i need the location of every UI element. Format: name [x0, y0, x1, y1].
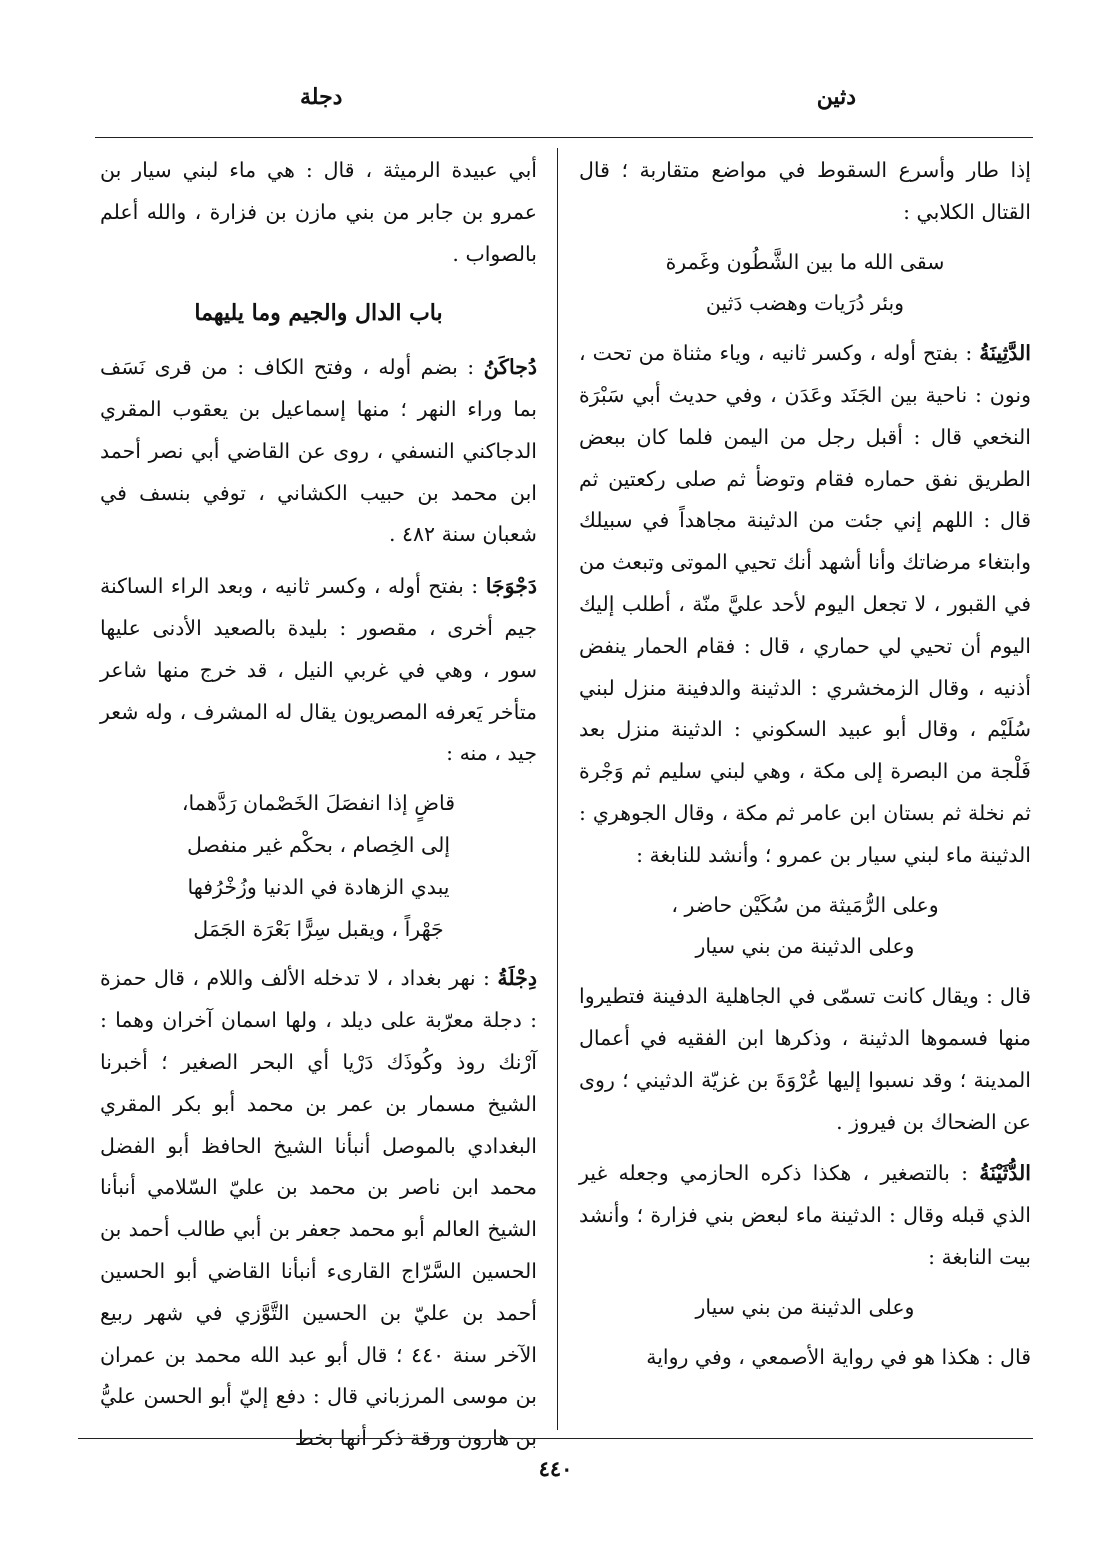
- right-column: [579, 150, 1031, 1432]
- entry-headword: دُجاكَنُ: [483, 355, 537, 380]
- dictionary-entry: [100, 958, 537, 1460]
- running-header-left: دجلة: [300, 84, 343, 110]
- verse-line: جَهْراً ، ويقبل سِرًّا بَعْرَة الجَمَل: [193, 916, 444, 941]
- paragraph: أبي عبيدة الرميثة ، قال : هي ماء لبني سيار بن عمرو بن جابر من بني مازن بن فزارة ، والله أعلم بالصواب .: [100, 158, 537, 266]
- entry-headword: الدَّثِينَةُ: [979, 341, 1031, 366]
- verse-line: يبدي الزهادة في الدنيا وزُخْرُفها: [187, 874, 450, 899]
- column-divider: [557, 148, 558, 1430]
- entry-text: : بفتح أوله ، وكسر ثانيه ، وبعد الراء الساكنة جيم أخرى ، مقصور : بليدة بالصعيد الأدنى عليها سور ، وهي في غربي النيل ، قد خرج منها شاعر متأخر يَعرفه المصريون يقال له المشرف ، وله شعر جيد ، منه :: [100, 574, 537, 766]
- entry-text: : نهر بغداد ، لا تدخله الألف واللام ، قال حمزة : دجلة معرّبة على ديلد ، ولها اسمان آخران وهما : آرْنك روذ وكُوذَك دَرْيا أي البحر الصغير ؛ أخبرنا الشيخ مسمار بن عمر بن محمد أبو بكر المقري البغدادي بالموصل أنبأنا الشيخ الحافظ أبو الفضل محمد ابن ناصر بن محمد بن عليّ السّلامي أنبأنا الشيخ العالم أبو محمد جعفر بن أبي طالب أحمد بن الحسين السَّرّاج القارىء أنبأنا القاضي أبو الحسين أحمد بن عليّ بن الحسين التَّوَّزي في شهر ربيع الآخر سنة ٤٤٠ ؛ قال أبو عبد الله محمد بن عمران بن موسى المرزباني قال : دفع إليّ أبو الحسن عليُّ بن هارون ورقة ذكر أنها بخط: [100, 966, 537, 1451]
- header-rule: [95, 137, 1033, 138]
- poem: [579, 1287, 1031, 1329]
- paragraph: قال : ويقال كانت تسمّى في الجاهلية الدفينة فتطيروا منها فسموها الدثينة ، وذكرها ابن الفقيه في أعمال المدينة ؛ وقد نسبوا إليها عُرْوَةَ بن غزيّة الدثيني ؛ روى عن الضحاك بن فيروز .: [579, 984, 1031, 1134]
- paragraph: قال : هكذا هو في رواية الأصمعي ، وفي رواية: [646, 1344, 1031, 1369]
- dictionary-entry: [100, 347, 537, 556]
- dictionary-entry: [100, 566, 537, 775]
- verse-line: إلى الخِصام ، بحكْم غير منفصل: [186, 832, 451, 857]
- verse-line: وبئر دُرَيات وهضب دَثين: [705, 291, 905, 316]
- entry-headword: دَجْوَجَا: [485, 574, 537, 599]
- entry-text: : بفتح أوله ، وكسر ثانيه ، وياء مثناة من تحت ، ونون : ناحية بين الجَنَد وعَدَن ، وفي حديث أبي سَبْرَة النخعي قال : أقبل رجل من اليمن فلما كان ببعض الطريق نفق حماره فقام وتوضأ ثم صلى ركعتين ثم قال : اللهم إني جئت من الدثينة مجاهداً في سبيلك وابتغاء مرضاتك وأنا أشهد أنك تحيي الموتى وتبعث من في القبور ، لا تجعل اليوم لأحد عليَّ منّة ، أطلب إليك اليوم أن تحيي لي حماري ، قال : فقام الحمار ينفض أذنيه ، وقال الزمخشري : الدثينة والدفينة منزل لبني سُلَيْم ، وقال أبو عبيد السكوني : الدثينة منزل بعد فَلْجة من البصرة إلى مكة ، وهي لبني سليم ثم وَجْرة ثم نخلة ثم بستان ابن عامر ثم مكة ، وقال الجوهري : الدثينة ماء لبني سيار بن عمرو ؛ وأنشد للنابغة :: [579, 341, 1031, 867]
- entry-text: : بضم أوله ، وفتح الكاف : من قرى نَسَف بما وراء النهر ؛ منها إسماعيل بن يعقوب المقري الدجاكني النسفي ، روى عن القاضي أبي نصر أحمد ابن محمد بن حبيب الكشاني ، توفي بنسف في شعبان سنة ٤٨٢ .: [100, 355, 537, 547]
- entry-headword: دِجْلَةُ: [497, 966, 537, 991]
- poem: [579, 242, 1031, 326]
- dictionary-entry: [579, 1153, 1031, 1278]
- verse-line: قاضٍ إذا انفصَلَ الخَصْمان رَدَّهما،: [181, 791, 456, 816]
- verse-line: وعلى الدثينة من بني سيار: [695, 1294, 915, 1319]
- verse-line: وعلى الرُّمَيثة من سُكَيْن حاضر ،: [671, 892, 939, 917]
- paragraph: إذا طار وأسرع السقوط في مواضع متقاربة ؛ قال القتال الكلابي :: [579, 158, 1031, 224]
- left-column: [100, 150, 537, 1451]
- verse-line: سقى الله ما بين الشَّطُون وغَمرة: [665, 249, 945, 274]
- entry-headword: الدُّثَيْنَةُ: [979, 1161, 1031, 1186]
- section-heading: باب الدال والجيم وما يليهما: [194, 300, 443, 327]
- verse-line: وعلى الدثينة من بني سيار: [695, 934, 915, 959]
- page-number: ٤٤٠: [538, 1456, 573, 1481]
- poem: [100, 783, 537, 950]
- poem: [579, 885, 1031, 969]
- running-header-right: دثين: [816, 84, 856, 110]
- footer-rule: [78, 1438, 1033, 1439]
- entry-text: : بالتصغير ، هكذا ذكره الحازمي وجعله غير الذي قبله وقال : الدثينة ماء لبعض بني فزارة ؛ وأنشد بيت النابغة :: [579, 1161, 1031, 1269]
- dictionary-entry: [579, 333, 1031, 876]
